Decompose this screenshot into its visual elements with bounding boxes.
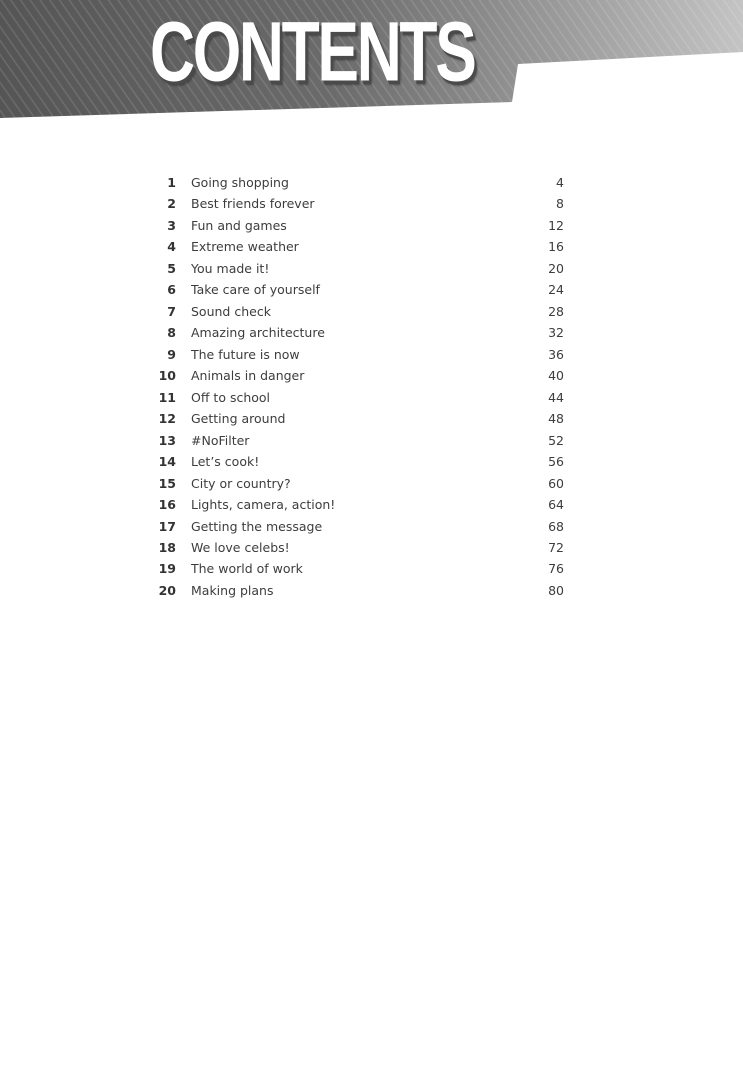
toc-entry [150, 301, 568, 322]
toc-entry-page: 16 [548, 239, 564, 255]
toc-entry-page: 24 [548, 282, 564, 298]
toc-entry-title: Getting around [191, 411, 286, 427]
toc-entry-number: 3 [167, 217, 176, 233]
toc-entry-page: 28 [548, 303, 564, 319]
page-title: CONTENTS [150, 5, 475, 99]
toc-entry [150, 451, 568, 472]
toc-entry-title: Getting the message [191, 518, 323, 534]
toc-entry-number: 12 [158, 411, 176, 427]
toc-entry-number: 20 [158, 582, 176, 598]
toc-entry-number: 1 [167, 175, 176, 190]
table-of-contents [150, 172, 568, 601]
toc-entry-title: Off to school [191, 389, 271, 405]
toc-entry-title: Going shopping [191, 175, 289, 190]
toc-entry [150, 279, 568, 300]
toc-entry [150, 344, 568, 365]
toc-entry [150, 365, 568, 386]
toc-entry-page: 36 [548, 346, 564, 362]
toc-entry-title: Animals in danger [191, 368, 305, 384]
toc-entry-number: 19 [158, 561, 176, 577]
toc-entry-page: 60 [548, 475, 564, 491]
toc-entry-number: 14 [158, 454, 176, 470]
toc-entry-page: 4 [556, 175, 564, 190]
toc-entry-page: 48 [548, 411, 564, 427]
toc-entry [150, 494, 568, 515]
toc-entry [150, 537, 568, 558]
toc-entry-page: 40 [548, 368, 564, 384]
toc-entry [150, 558, 568, 579]
toc-entry [150, 215, 568, 236]
toc-entry [150, 580, 568, 601]
toc-entry-number: 15 [158, 475, 176, 491]
toc-entry-page: 20 [548, 260, 564, 276]
toc-entry-number: 9 [167, 346, 176, 362]
toc-entry [150, 193, 568, 214]
toc-entry-title: You made it! [191, 260, 270, 276]
toc-entry-title: Take care of yourself [191, 282, 320, 298]
toc-entry-title: Let’s cook! [191, 454, 260, 470]
toc-entry-page: 64 [548, 497, 564, 513]
toc-entry-title: We love celebs! [191, 539, 290, 555]
toc-entry-title: Fun and games [191, 217, 287, 233]
toc-entry-page: 8 [556, 196, 564, 212]
toc-entry-page: 12 [548, 217, 564, 233]
toc-entry-number: 8 [167, 325, 176, 341]
toc-entry-page: 56 [548, 454, 564, 470]
toc-entry-title: City or country? [191, 475, 291, 491]
toc-entry-title: Amazing architecture [191, 325, 325, 341]
toc-entry-number: 11 [158, 389, 176, 405]
toc-entry-title: Lights, camera, action! [191, 497, 336, 513]
toc-entry-number: 7 [167, 303, 176, 319]
toc-entry [150, 408, 568, 429]
toc-entry-title: #NoFilter [191, 432, 250, 448]
toc-entry-page: 32 [548, 325, 564, 341]
toc-entry-number: 4 [167, 239, 176, 255]
toc-entry [150, 236, 568, 257]
toc-entry-title: Best friends forever [191, 196, 315, 212]
toc-entry [150, 387, 568, 408]
toc-entry-number: 6 [167, 282, 176, 298]
toc-entry [150, 322, 568, 343]
toc-entry [150, 473, 568, 494]
toc-entry-number: 2 [167, 196, 176, 212]
toc-entry-title: Sound check [191, 303, 271, 319]
toc-entry-number: 17 [158, 518, 176, 534]
toc-entry [150, 516, 568, 537]
toc-entry-title: The future is now [191, 346, 300, 362]
toc-entry [150, 172, 568, 193]
toc-entry-title: The world of work [191, 561, 303, 577]
toc-entry-page: 72 [548, 539, 564, 555]
toc-entry-page: 76 [548, 561, 564, 577]
toc-entry-title: Extreme weather [191, 239, 299, 255]
toc-entry [150, 258, 568, 279]
toc-entry-page: 68 [548, 518, 564, 534]
toc-entry [150, 430, 568, 451]
toc-entry-number: 10 [158, 368, 176, 384]
toc-entry-number: 5 [167, 260, 176, 276]
toc-entry-title: Making plans [191, 582, 274, 598]
toc-entry-page: 44 [548, 389, 564, 405]
toc-entry-number: 16 [158, 497, 176, 513]
toc-entry-page: 80 [548, 582, 564, 598]
toc-entry-number: 18 [158, 539, 176, 555]
toc-entry-page: 52 [548, 432, 564, 448]
toc-entry-number: 13 [158, 432, 176, 448]
